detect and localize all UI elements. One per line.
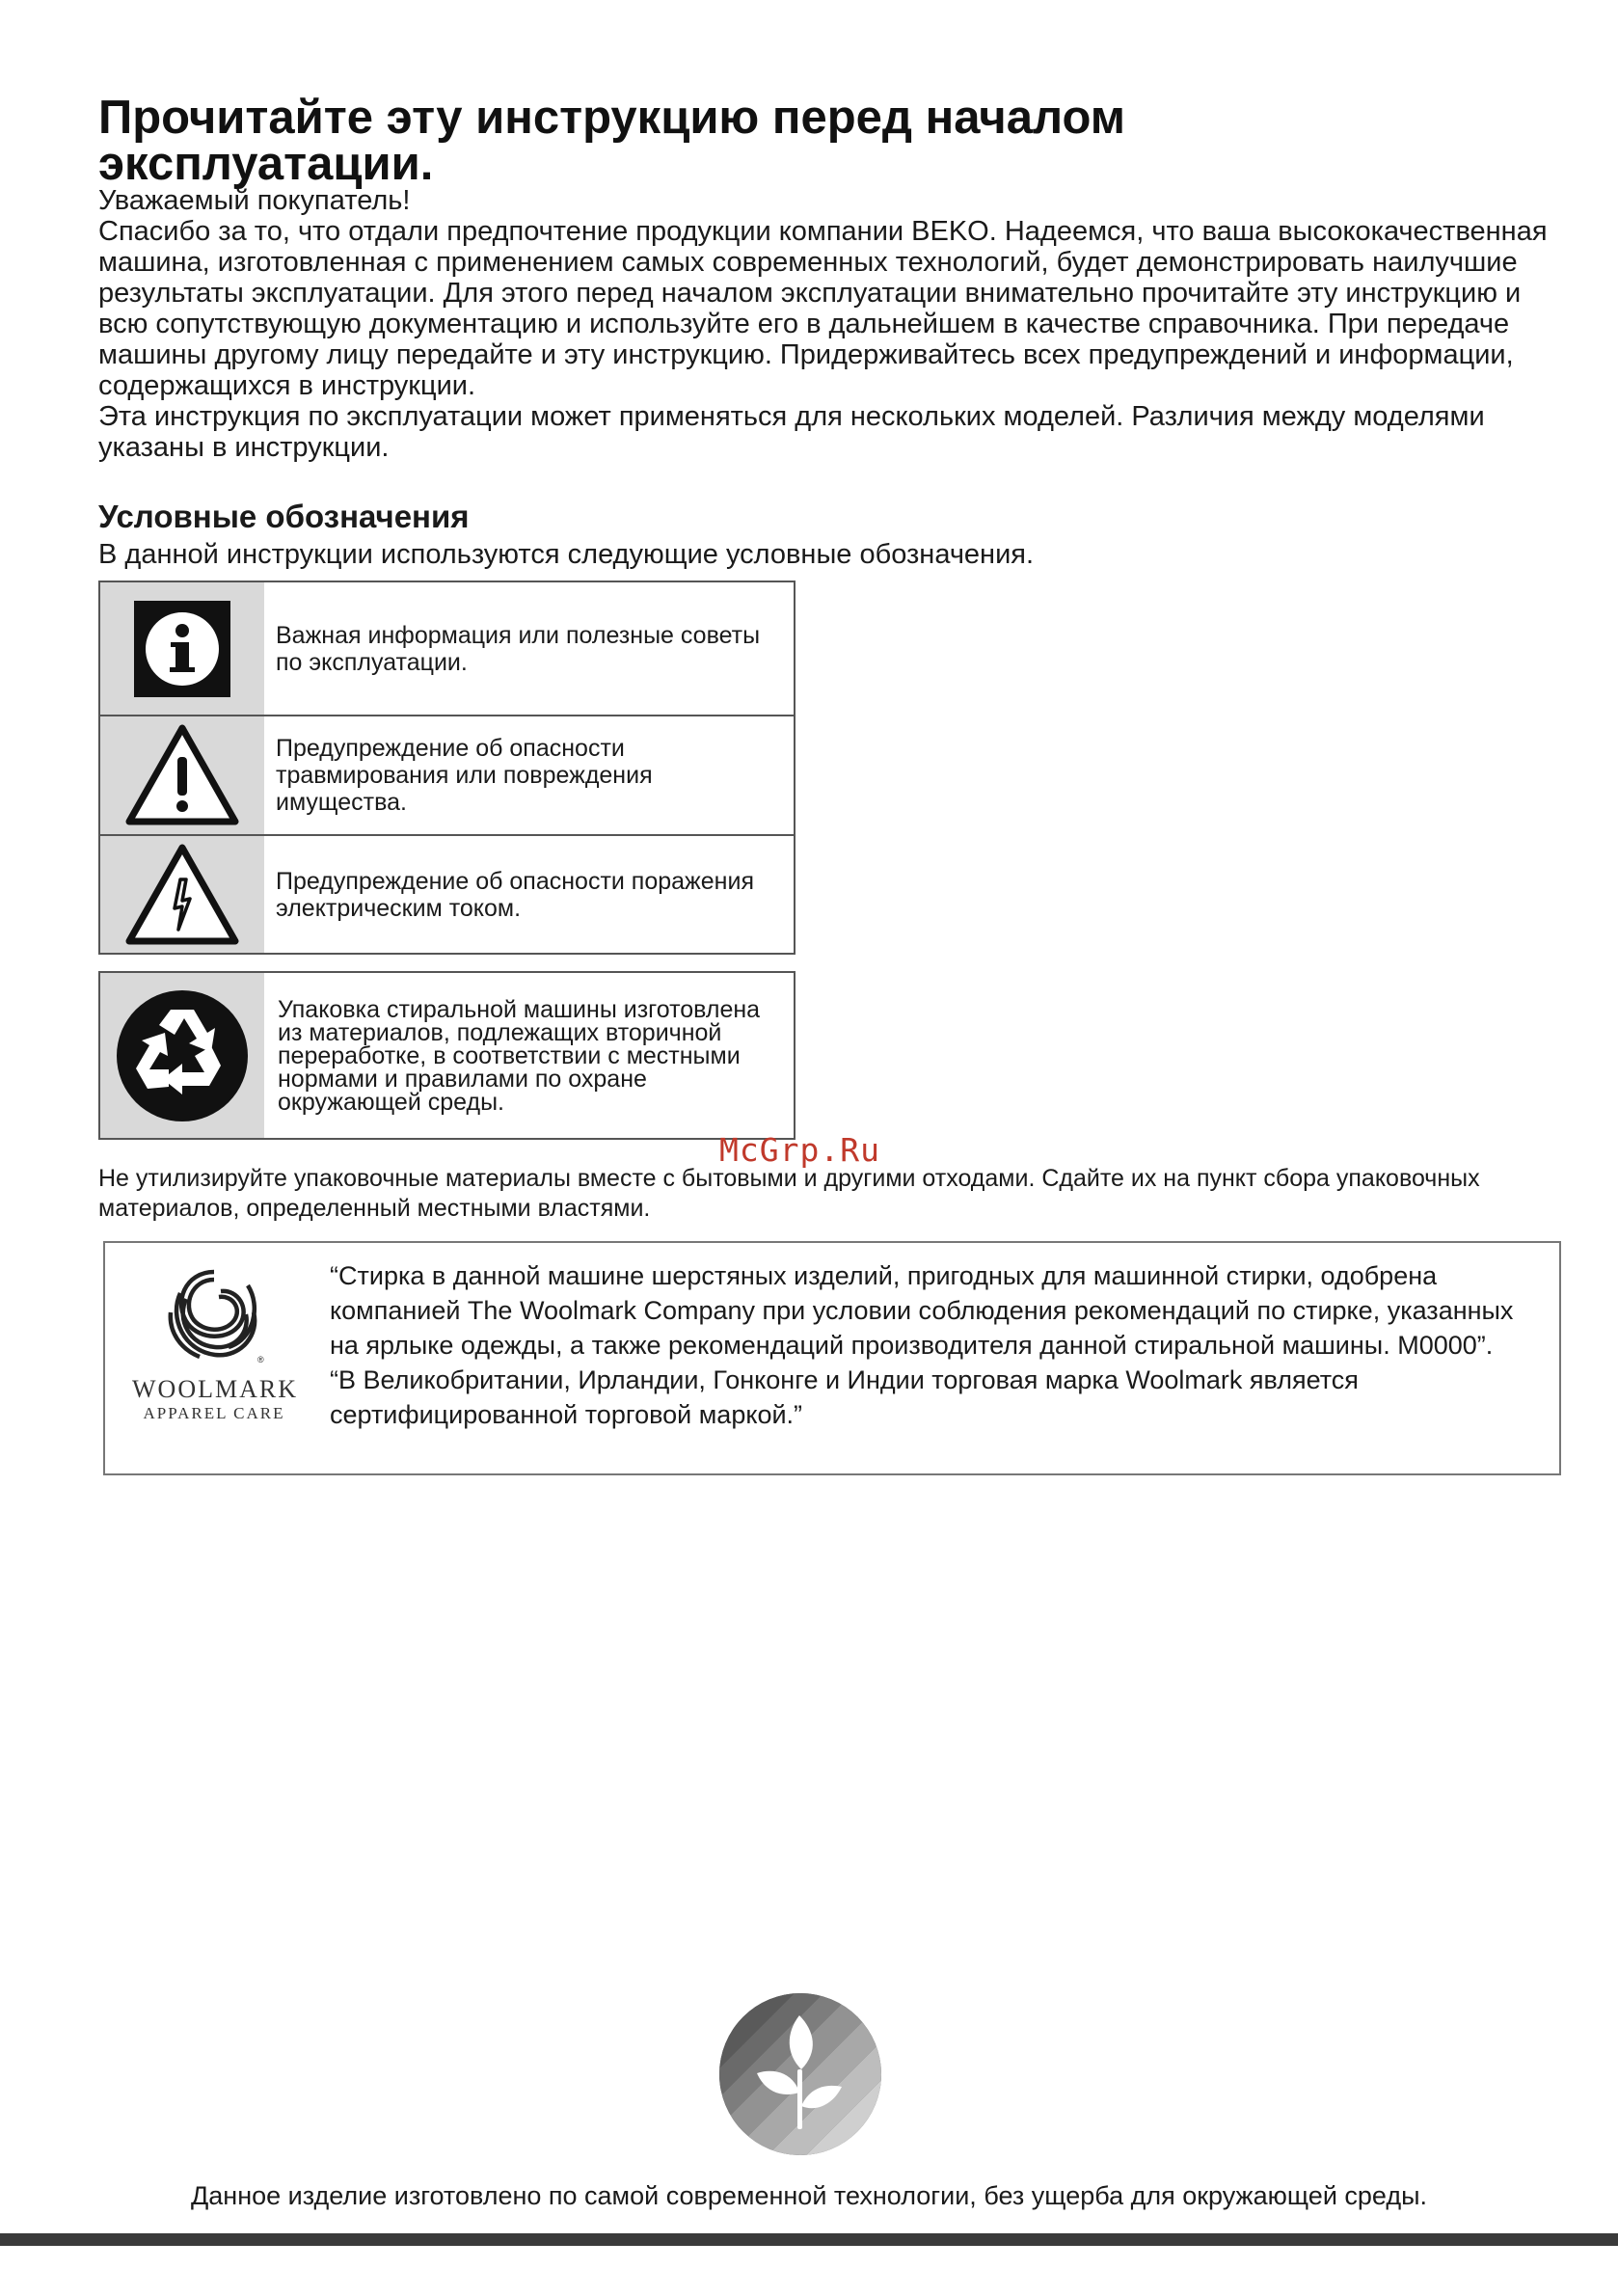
intro-paragraph-2: Эта инструкция по эксплуатации может применяться для нескольких моделей. Различия между моделями указаны в инструкции.: [98, 401, 1485, 463]
info-icon: [100, 582, 264, 715]
symbol-row-electric: [100, 834, 794, 953]
footer-bar: [0, 2233, 1618, 2246]
disposal-note: Не утилизируйте упаковочные материалы вместе с бытовыми и другими отходами. Сдайте их на пункт сбора упаковочных материалов, определенный местными властями.: [98, 1165, 1480, 1222]
intro-section: [98, 185, 1554, 463]
woolmark-subtitle: APPAREL CARE: [143, 1404, 285, 1422]
woolmark-paragraph-1: “Стирка в данной машине шерстяных изделий, пригодных для машинной стирки, одобрена компанией The Woolmark Company при условии соблюдения рекомендаций по стирке, указанных на ярлыке одежды, а также рекомендаций производителя данной стиральной машины. M0000”.: [330, 1261, 1514, 1360]
leaf-icon: [718, 1992, 882, 2156]
woolmark-logo: [132, 1264, 296, 1457]
watermark: McGrp.Ru: [719, 1131, 880, 1169]
greeting: Уважаемый покупатель!: [98, 185, 411, 216]
page-title-line-2: эксплуатации.: [98, 138, 434, 190]
footer-text: Данное изделие изготовлено по самой современной технологии, без ущерба для окружающей среды.: [191, 2181, 1427, 2210]
recycle-icon: [100, 973, 264, 1138]
symbol-text-info: Важная информация или полезные советы по эксплуатации.: [276, 621, 761, 676]
page-title-line-1: Прочитайте эту инструкцию перед началом: [98, 92, 1125, 144]
symbol-text-warning: Предупреждение об опасности травмирования или повреждения имущества.: [276, 735, 653, 816]
electric-shock-icon: [100, 836, 264, 953]
woolmark-paragraph-2: “В Великобритании, Ирландии, Гонконге и Индии торговая марка Woolmark является сертифицированной торговой маркой.”: [330, 1365, 1359, 1429]
symbols-heading: Условные обозначения: [98, 499, 470, 534]
symbols-intro: В данной инструкции используются следующие условные обозначения.: [98, 539, 1035, 570]
woolmark-text: [330, 1258, 1545, 1432]
recycling-box: [98, 971, 796, 1140]
warning-icon: [100, 716, 264, 834]
symbol-row-info: [100, 582, 794, 715]
symbol-row-warning: [100, 715, 794, 834]
recycling-text: Упаковка стиральной машины изготовлена из материалов, подлежащих вторичной переработке, в соответствии с местными нормами и правилами по охране окружающей среды.: [278, 995, 761, 1116]
woolmark-brand: WOOLMARK: [132, 1375, 298, 1403]
svg-text:®: ®: [257, 1355, 264, 1364]
intro-paragraph-1: Спасибо за то, что отдали предпочтение продукции компании BEKO. Надеемся, что ваша высококачественная машина, изготовленная с применением самых современных технологий, будет демонстрировать наилучшие результаты эксплуатации. Для этого перед началом эксплуатации внимательно прочитайте эту инструкцию и всю сопутствующую документацию и используйте его в дальнейшем в качестве справочника. При передаче машины другому лицу передайте и эту инструкцию. Придерживайтесь всех предупреждений и информации, содержащихся в инструкции.: [98, 216, 1548, 401]
page-title: [98, 92, 1448, 190]
woolmark-icon: [161, 1264, 267, 1364]
symbols-table: [98, 581, 796, 955]
eco-leaf-logo: [718, 1992, 882, 2161]
woolmark-box: [103, 1241, 1561, 1475]
symbol-text-electric: Предупреждение об опасности поражения электрическим током.: [276, 867, 754, 922]
